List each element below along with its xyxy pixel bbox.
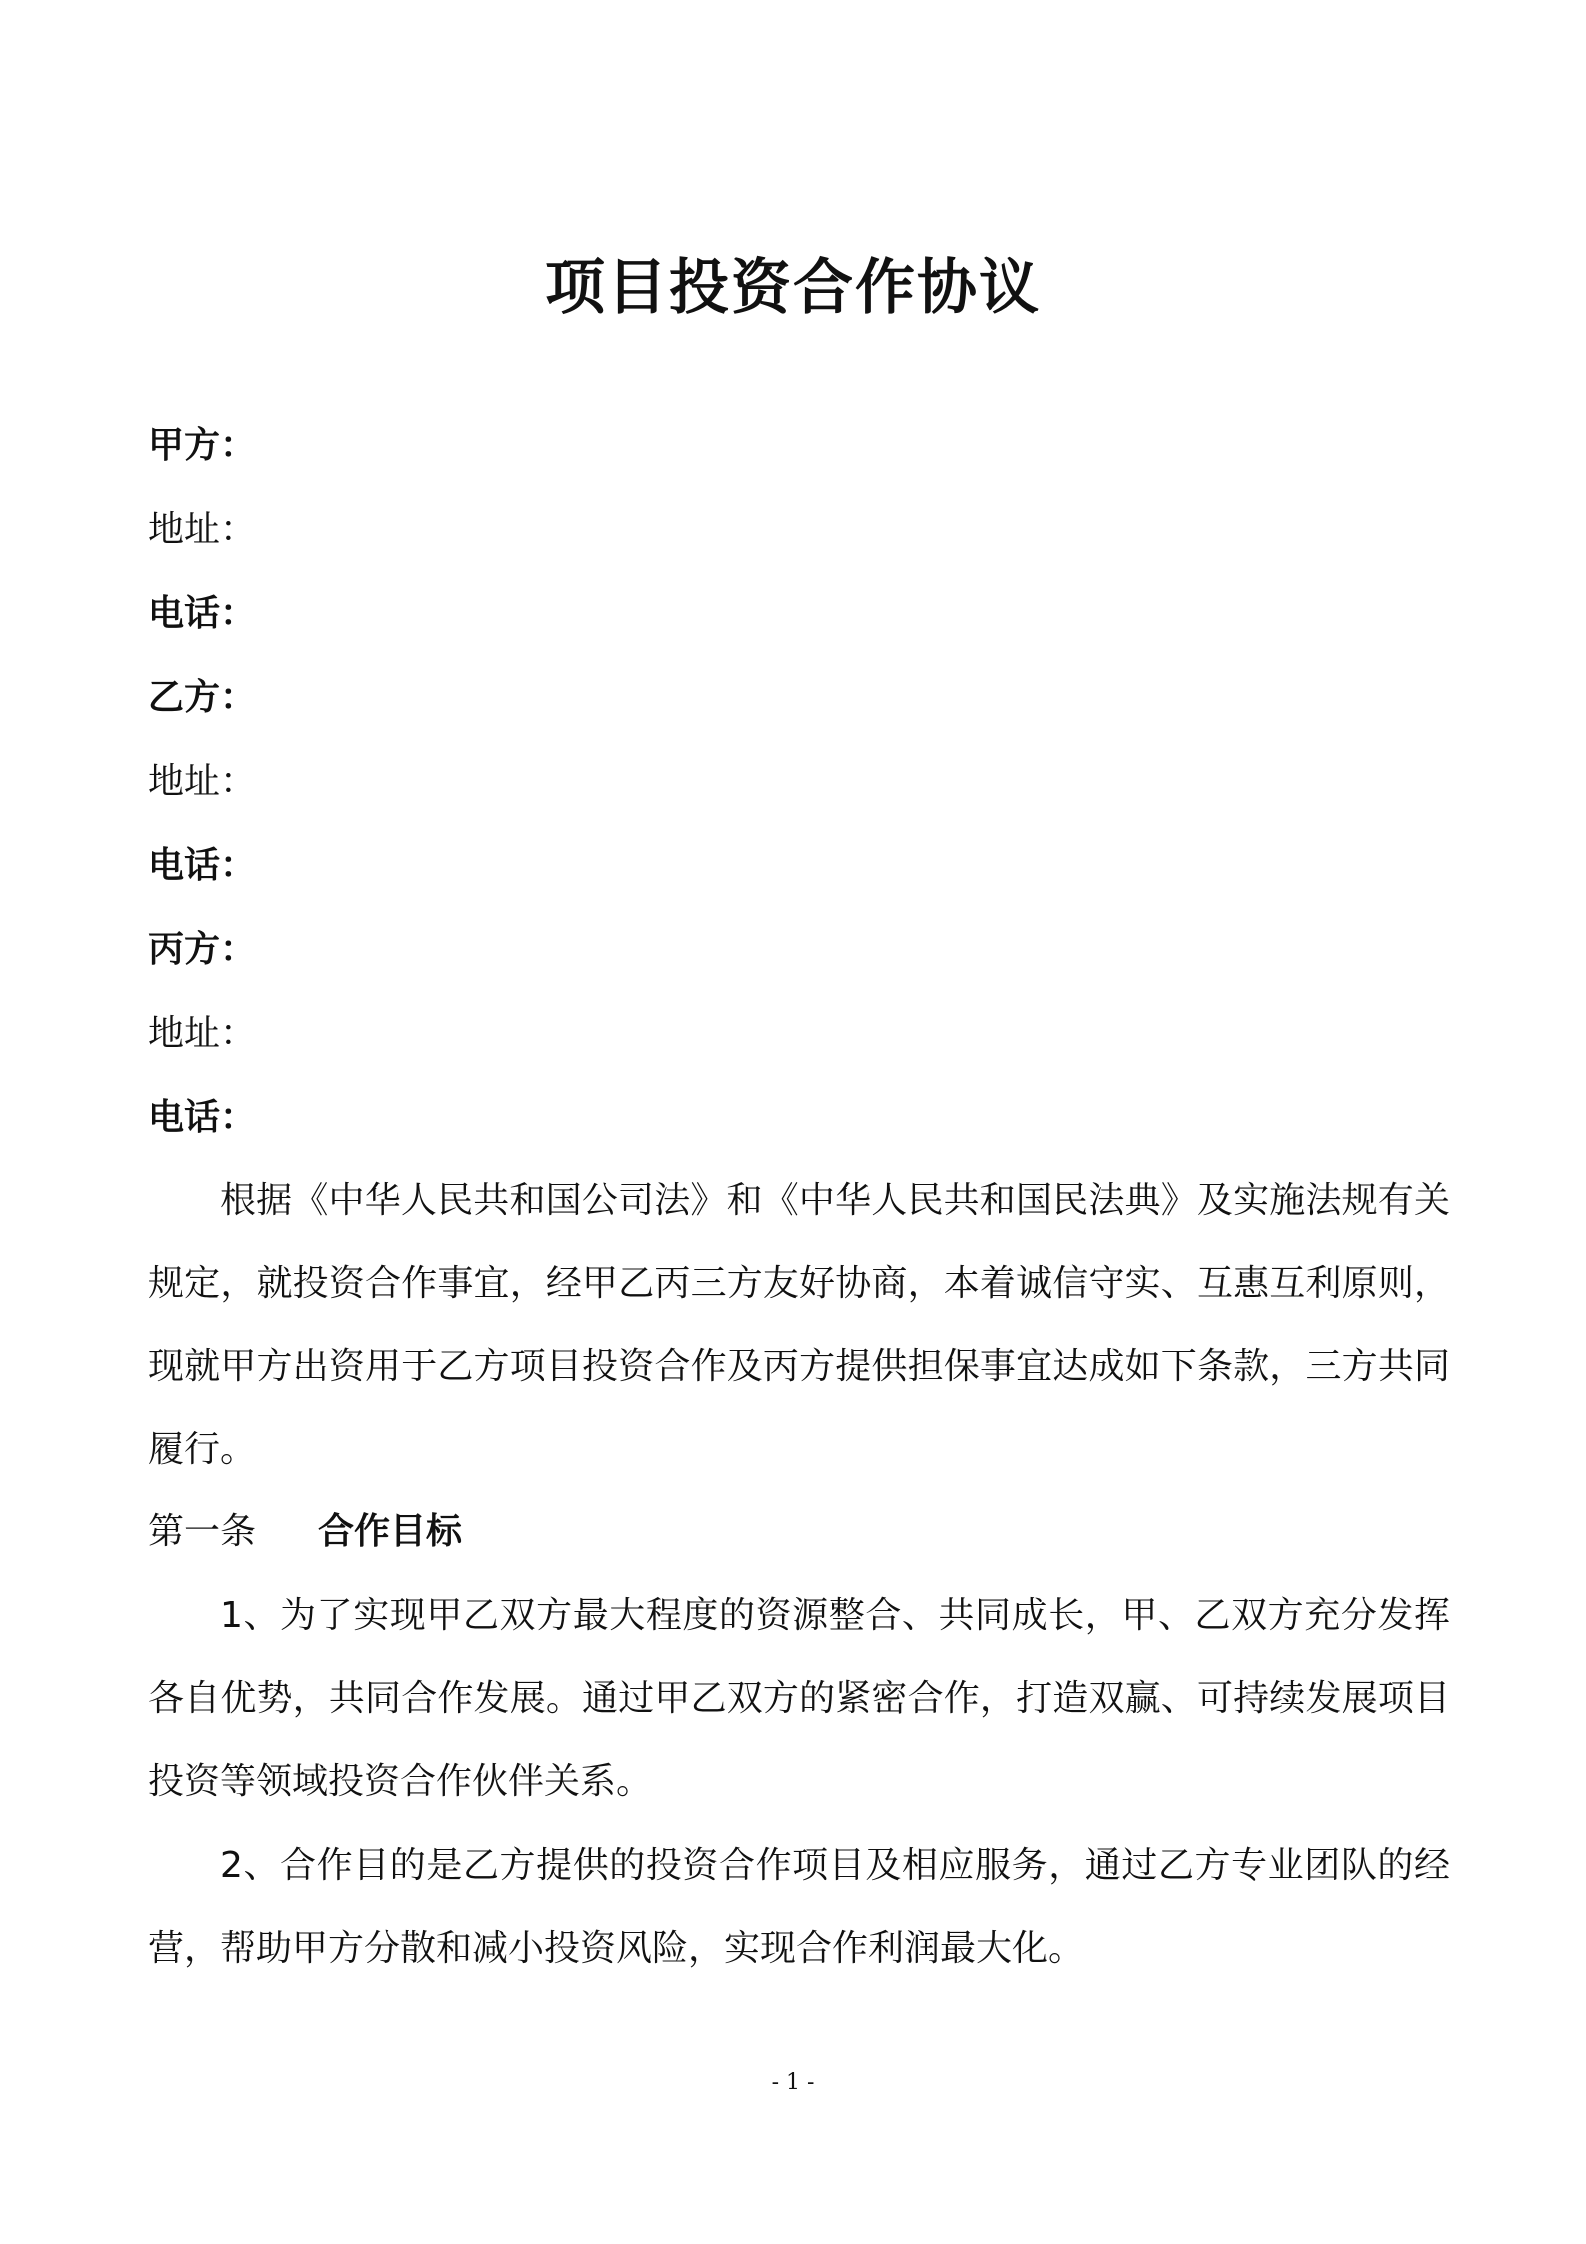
party-b-phone-label: 电话： (148, 845, 257, 886)
article-1-item-2: 2、合作目的是乙方提供的投资合作项目及相应服务，通过乙方专业团队的经营，帮助甲方分散和减小投资风险，实现合作利润最大化。 (148, 1845, 1450, 1969)
article-1-item-1: 1、为了实现甲乙双方最大程度的资源整合、共同成长，甲、乙双方充分发挥各自优势，共同合作发展。通过甲乙双方的紧密合作，打造双赢、可持续发展项目投资等领域投资合作伙伴关系。 (148, 1595, 1450, 1802)
party-a-phone-label: 电话： (148, 593, 257, 634)
article-1-name: 合作目标 (318, 1511, 463, 1552)
document-title: 项目投资合作协议 (545, 253, 1041, 323)
intro-paragraph: 根据《中华人民共和国公司法》和《中华人民共和国民法典》及实施法规有关规定，就投资合作事宜，经甲乙丙三方友好协商，本着诚信守实、互惠互利原则，现就甲方出资用于乙方项目投资合作及丙方提供担保事宜达成如下条款，三方共同履行。 (148, 1180, 1450, 1470)
article-1-heading (148, 1490, 462, 1574)
article-1-number: 第一条 (148, 1511, 257, 1552)
party-b-label: 乙方： (148, 677, 257, 718)
party-c-label: 丙方： (148, 929, 257, 970)
party-info-list (148, 404, 1448, 1160)
party-b-address-label: 地址： (148, 761, 257, 802)
party-a-address-label: 地址： (148, 509, 257, 550)
party-a-label: 甲方： (148, 425, 257, 466)
party-c-address-label: 地址： (148, 1013, 257, 1054)
party-c-phone-label: 电话： (148, 1097, 257, 1138)
page-number: - 1 - (771, 2070, 815, 2095)
